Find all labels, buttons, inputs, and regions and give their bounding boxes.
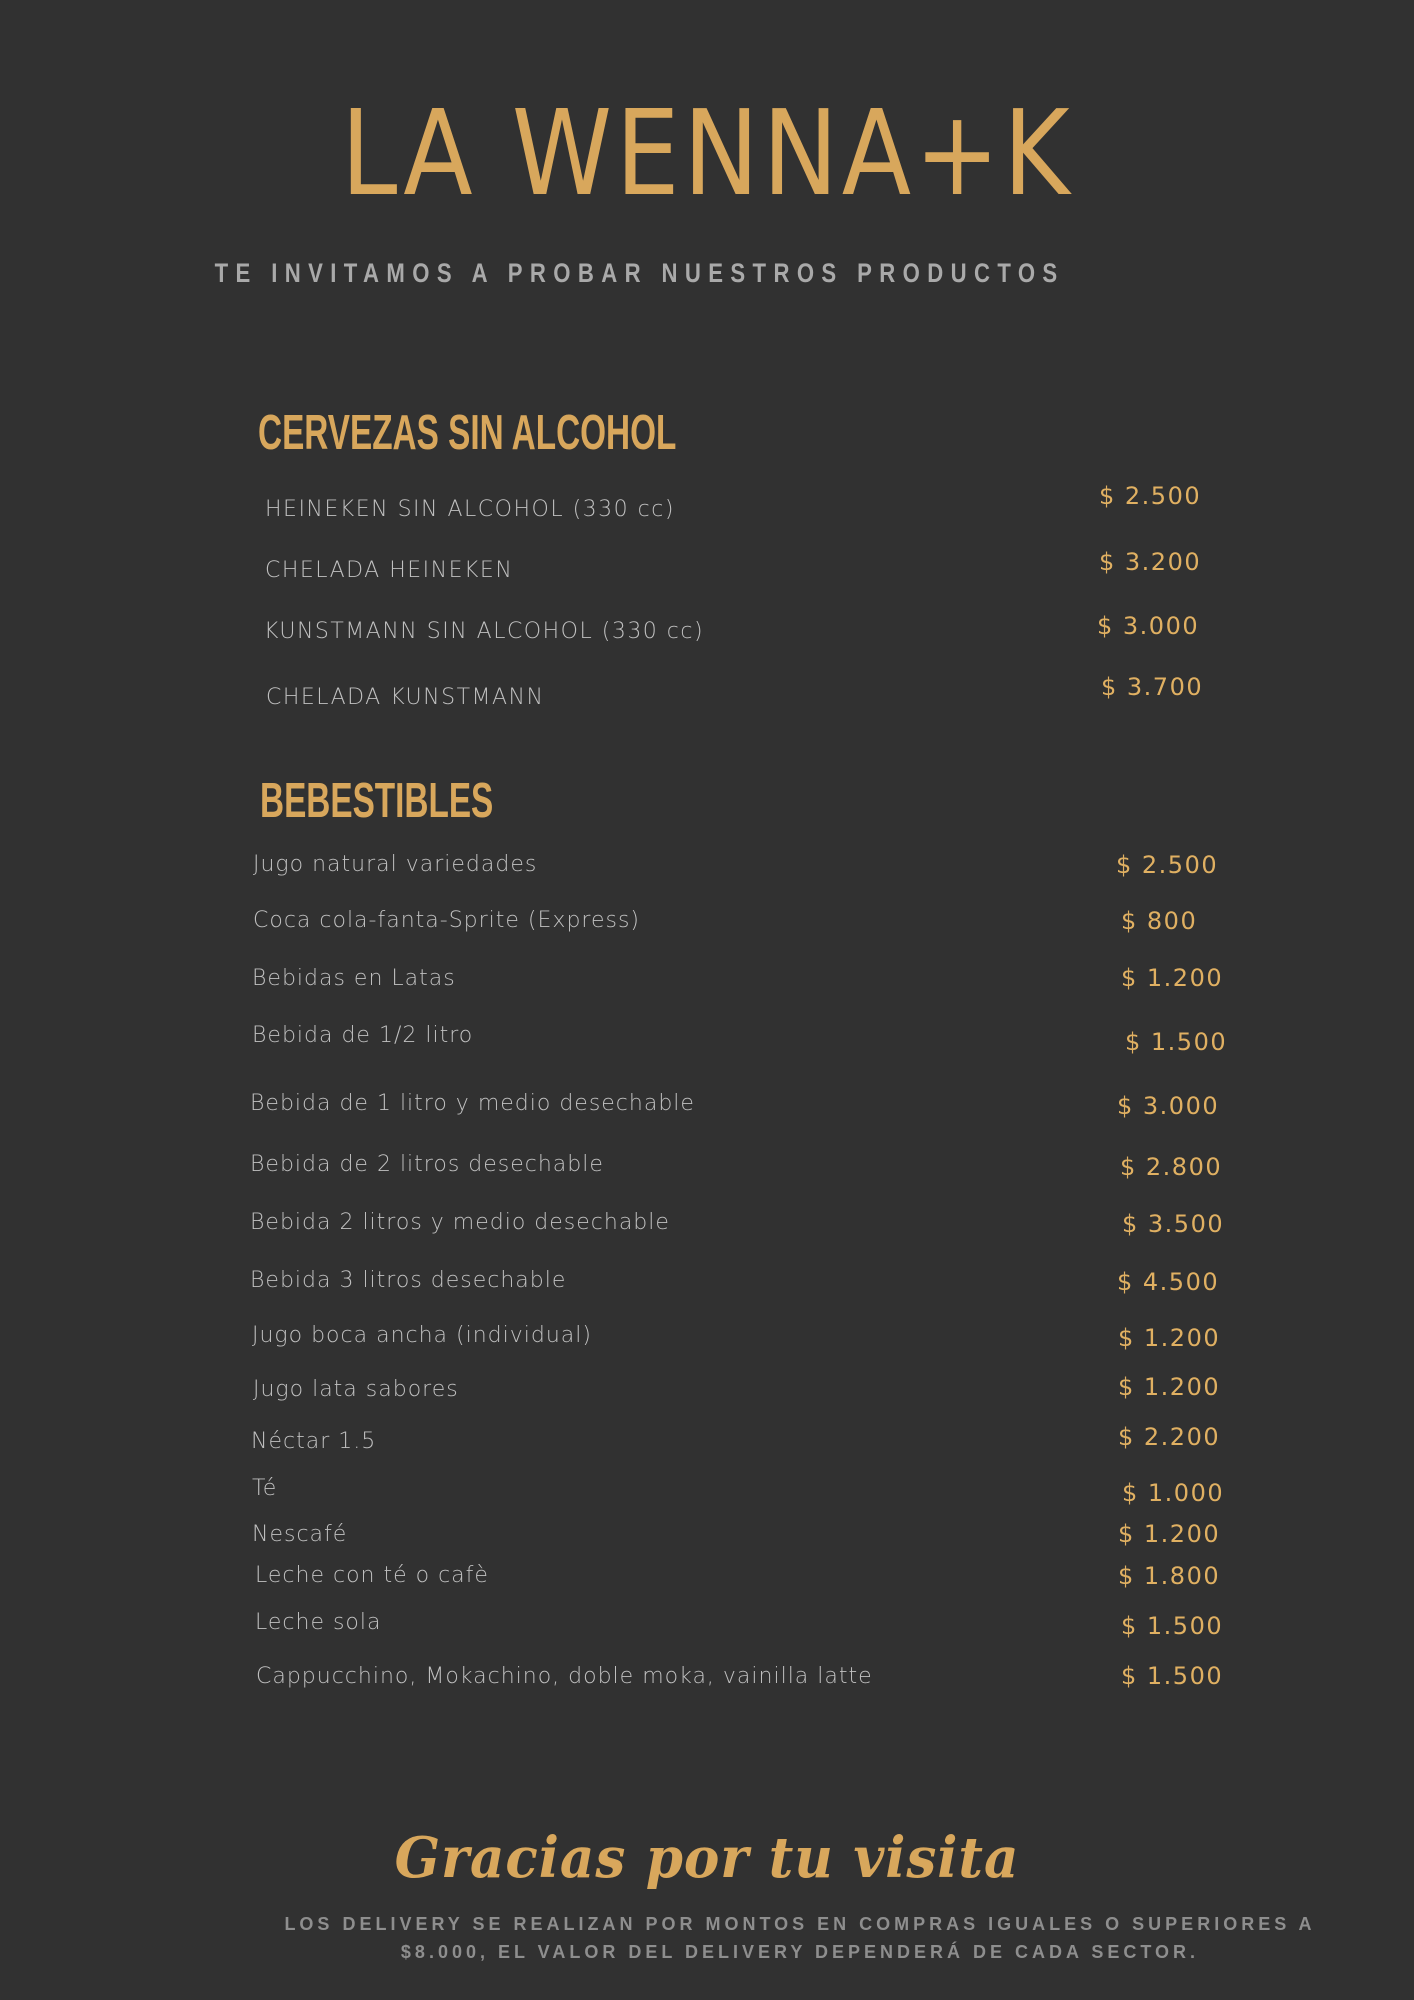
- section-title-bebestibles: BEBESTIBLES: [260, 774, 494, 828]
- menu-item-price: $ 1.500: [1121, 1612, 1224, 1640]
- menu-item-price: $ 3.500: [1122, 1210, 1225, 1238]
- menu-item-name: Leche con té o cafè: [255, 1563, 489, 1588]
- menu-item-price: $ 3.700: [1101, 673, 1204, 701]
- menu-item-name: Nescafé: [252, 1522, 348, 1547]
- menu-item-price: $ 3.200: [1099, 548, 1202, 576]
- menu-item-name: Bebida de 1/2 litro: [252, 1023, 474, 1048]
- menu-item-price: $ 800: [1121, 907, 1198, 935]
- brand-title: LA WENNA+K: [340, 84, 1074, 222]
- tagline: TE INVITAMOS A PROBAR NUESTROS PRODUCTOS: [214, 258, 1065, 288]
- menu-item-price: $ 4.500: [1117, 1268, 1220, 1296]
- menu-item-name: Jugo boca ancha (individual): [252, 1323, 592, 1348]
- menu-item-price: $ 1.200: [1118, 1324, 1221, 1352]
- menu-item-price: $ 1.000: [1122, 1479, 1225, 1507]
- menu-item-name: Coca cola-fanta-Sprite (Express): [253, 908, 641, 933]
- menu-item-name: KUNSTMANN SIN ALCOHOL (330 cc): [264, 619, 705, 644]
- menu-item-name: Leche sola: [255, 1610, 382, 1635]
- menu-item-price: $ 3.000: [1117, 1092, 1220, 1120]
- menu-item-name: Té: [252, 1476, 278, 1501]
- menu-item-name: HEINEKEN SIN ALCOHOL (330 cc): [265, 497, 675, 522]
- menu-item-name: Bebida 3 litros desechable: [250, 1268, 567, 1293]
- menu-item-name: Néctar 1.5: [251, 1429, 377, 1454]
- menu-item-price: $ 2.500: [1099, 482, 1202, 510]
- menu-item-price: $ 1.200: [1118, 1520, 1221, 1548]
- menu-item-name: Bebidas en Latas: [252, 966, 456, 991]
- menu-item-price: $ 2.200: [1118, 1423, 1221, 1451]
- menu-item-name: Jugo natural variedades: [253, 852, 538, 877]
- menu-item-price: $ 2.500: [1116, 851, 1219, 879]
- menu-item-name: CHELADA HEINEKEN: [265, 558, 514, 583]
- menu-item-name: CHELADA KUNSTMANN: [266, 685, 545, 710]
- menu-item-price: $ 1.800: [1118, 1562, 1221, 1590]
- menu-item-name: Jugo lata sabores: [253, 1377, 459, 1402]
- delivery-note: LOS DELIVERY SE REALIZAN POR MONTOS EN COMPRAS IGUALES O SUPERIORES A $8.000, EL VALOR DEL DELIVERY DEPENDERÁ DE CADA SECTOR.: [284, 1914, 1316, 1962]
- menu-item-price: $ 1.200: [1121, 964, 1224, 992]
- menu-item-price: $ 1.500: [1121, 1662, 1224, 1690]
- menu-item-name: Bebida de 1 litro y medio desechable: [250, 1091, 695, 1116]
- menu-item-price: $ 1.200: [1118, 1373, 1221, 1401]
- menu-item-name: Cappucchino, Mokachino, doble moka, vainilla latte: [256, 1664, 873, 1689]
- menu-item-price: $ 2.800: [1120, 1153, 1223, 1181]
- menu-item-name: Bebida 2 litros y medio desechable: [250, 1210, 670, 1235]
- menu-item-name: Bebida de 2 litros desechable: [250, 1152, 604, 1177]
- thanks-message: Gracias por tu visita: [394, 1825, 1020, 1891]
- menu-item-price: $ 1.500: [1125, 1028, 1228, 1056]
- menu-item-price: $ 3.000: [1097, 612, 1200, 640]
- section-title-cervezas: CERVEZAS SIN ALCOHOL: [258, 406, 677, 460]
